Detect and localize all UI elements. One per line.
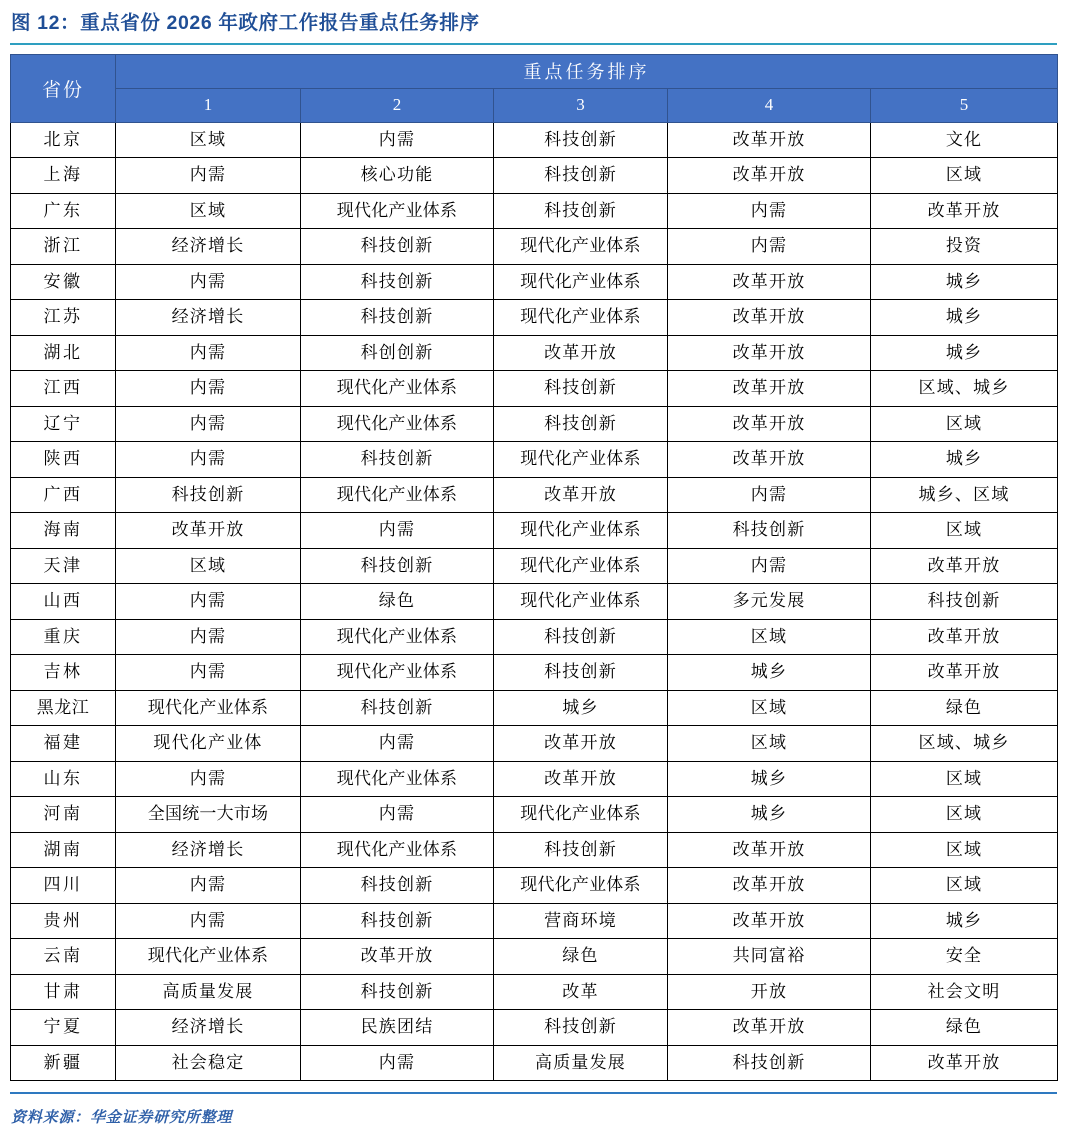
cell-task-1: 区域 (116, 122, 301, 158)
cell-province: 陕西 (11, 442, 116, 478)
table-row (11, 868, 1058, 904)
table-row (11, 513, 1058, 549)
cell-task-1: 区域 (116, 193, 301, 229)
cell-task-2: 现代化产业体系 (301, 619, 494, 655)
cell-task-2: 现代化产业体系 (301, 655, 494, 691)
table-row (11, 406, 1058, 442)
table-row (11, 229, 1058, 265)
cell-task-2: 改革开放 (301, 939, 494, 975)
priority-tasks-table (10, 54, 1058, 1082)
cell-task-5: 改革开放 (871, 193, 1058, 229)
cell-task-1: 科技创新 (116, 477, 301, 513)
cell-task-3: 科技创新 (494, 655, 668, 691)
cell-task-2: 现代化产业体系 (301, 193, 494, 229)
table-row (11, 264, 1058, 300)
cell-task-4: 改革开放 (668, 300, 871, 336)
cell-task-4: 内需 (668, 193, 871, 229)
cell-task-3: 改革开放 (494, 761, 668, 797)
cell-task-2: 科技创新 (301, 548, 494, 584)
cell-task-4: 城乡 (668, 655, 871, 691)
column-header-rank-2: 2 (301, 88, 494, 122)
cell-province: 湖北 (11, 335, 116, 371)
cell-task-5: 区域、城乡 (871, 371, 1058, 407)
cell-task-1: 内需 (116, 868, 301, 904)
table-row (11, 335, 1058, 371)
table-header (11, 54, 1058, 122)
cell-task-3: 改革开放 (494, 335, 668, 371)
cell-task-3: 营商环境 (494, 903, 668, 939)
table-row (11, 442, 1058, 478)
cell-task-3: 科技创新 (494, 832, 668, 868)
cell-task-4: 科技创新 (668, 1045, 871, 1081)
cell-task-2: 内需 (301, 1045, 494, 1081)
cell-task-4: 改革开放 (668, 442, 871, 478)
cell-province: 安徽 (11, 264, 116, 300)
table-row (11, 371, 1058, 407)
cell-province: 吉林 (11, 655, 116, 691)
cell-province: 北京 (11, 122, 116, 158)
cell-province: 宁夏 (11, 1010, 116, 1046)
cell-task-3: 现代化产业体系 (494, 442, 668, 478)
cell-task-2: 科创创新 (301, 335, 494, 371)
cell-task-1: 经济增长 (116, 832, 301, 868)
cell-task-3: 现代化产业体系 (494, 264, 668, 300)
cell-task-4: 区域 (668, 726, 871, 762)
cell-task-2: 现代化产业体系 (301, 477, 494, 513)
cell-province: 河南 (11, 797, 116, 833)
cell-province: 上海 (11, 158, 116, 194)
cell-province: 甘肃 (11, 974, 116, 1010)
cell-task-5: 区域 (871, 832, 1058, 868)
cell-task-1: 内需 (116, 584, 301, 620)
cell-task-3: 现代化产业体系 (494, 584, 668, 620)
cell-task-3: 改革开放 (494, 726, 668, 762)
cell-province: 山东 (11, 761, 116, 797)
source-note: 资料来源：华金证券研究所整理 (11, 1110, 233, 1126)
table-row (11, 193, 1058, 229)
column-header-rank-3: 3 (494, 88, 668, 122)
column-header-group: 重点任务排序 (116, 54, 1058, 88)
cell-task-5: 城乡 (871, 335, 1058, 371)
cell-task-5: 城乡 (871, 903, 1058, 939)
table-row (11, 122, 1058, 158)
cell-task-5: 区域、城乡 (871, 726, 1058, 762)
cell-task-5: 绿色 (871, 690, 1058, 726)
cell-province: 湖南 (11, 832, 116, 868)
cell-task-1: 经济增长 (116, 229, 301, 265)
cell-task-4: 内需 (668, 477, 871, 513)
cell-task-5: 安全 (871, 939, 1058, 975)
cell-task-2: 科技创新 (301, 690, 494, 726)
cell-province: 辽宁 (11, 406, 116, 442)
cell-task-2: 科技创新 (301, 229, 494, 265)
table-row (11, 300, 1058, 336)
cell-task-3: 现代化产业体系 (494, 300, 668, 336)
cell-task-2: 内需 (301, 797, 494, 833)
cell-task-4: 改革开放 (668, 868, 871, 904)
cell-task-1: 内需 (116, 619, 301, 655)
cell-task-2: 现代化产业体系 (301, 761, 494, 797)
cell-task-2: 科技创新 (301, 300, 494, 336)
cell-task-4: 开放 (668, 974, 871, 1010)
cell-task-3: 科技创新 (494, 158, 668, 194)
cell-task-1: 全国统一大市场 (116, 797, 301, 833)
cell-task-2: 现代化产业体系 (301, 406, 494, 442)
cell-task-3: 现代化产业体系 (494, 797, 668, 833)
table-row (11, 832, 1058, 868)
table-row (11, 619, 1058, 655)
cell-task-2: 科技创新 (301, 264, 494, 300)
table-row (11, 903, 1058, 939)
cell-task-4: 改革开放 (668, 1010, 871, 1046)
cell-task-2: 内需 (301, 726, 494, 762)
cell-task-1: 区域 (116, 548, 301, 584)
cell-task-5: 改革开放 (871, 548, 1058, 584)
cell-task-1: 内需 (116, 406, 301, 442)
cell-task-2: 民族团结 (301, 1010, 494, 1046)
cell-task-1: 内需 (116, 335, 301, 371)
cell-task-3: 科技创新 (494, 122, 668, 158)
cell-task-1: 现代化产业体系 (116, 939, 301, 975)
cell-task-5: 区域 (871, 797, 1058, 833)
cell-task-1: 内需 (116, 371, 301, 407)
cell-task-5: 区域 (871, 158, 1058, 194)
cell-task-1: 内需 (116, 442, 301, 478)
cell-task-5: 绿色 (871, 1010, 1058, 1046)
cell-task-1: 社会稳定 (116, 1045, 301, 1081)
cell-province: 浙江 (11, 229, 116, 265)
cell-task-5: 投资 (871, 229, 1058, 265)
cell-task-3: 科技创新 (494, 406, 668, 442)
cell-task-1: 内需 (116, 903, 301, 939)
cell-task-1: 内需 (116, 264, 301, 300)
cell-task-5: 城乡、区域 (871, 477, 1058, 513)
cell-province: 新疆 (11, 1045, 116, 1081)
cell-task-4: 内需 (668, 548, 871, 584)
header-row-group (11, 54, 1058, 88)
cell-task-3: 现代化产业体系 (494, 548, 668, 584)
cell-province: 山西 (11, 584, 116, 620)
cell-task-2: 内需 (301, 122, 494, 158)
cell-task-3: 高质量发展 (494, 1045, 668, 1081)
cell-task-2: 内需 (301, 513, 494, 549)
cell-task-5: 改革开放 (871, 655, 1058, 691)
cell-province: 天津 (11, 548, 116, 584)
cell-province: 贵州 (11, 903, 116, 939)
cell-task-3: 科技创新 (494, 371, 668, 407)
cell-task-4: 改革开放 (668, 903, 871, 939)
cell-task-3: 改革开放 (494, 477, 668, 513)
table-body (11, 122, 1058, 1081)
cell-task-2: 现代化产业体系 (301, 832, 494, 868)
cell-task-5: 城乡 (871, 442, 1058, 478)
table-row (11, 548, 1058, 584)
column-header-rank-1: 1 (116, 88, 301, 122)
column-header-province: 省份 (11, 54, 116, 122)
table-row (11, 726, 1058, 762)
cell-task-2: 绿色 (301, 584, 494, 620)
cell-task-3: 现代化产业体系 (494, 868, 668, 904)
cell-task-5: 城乡 (871, 264, 1058, 300)
cell-task-4: 改革开放 (668, 371, 871, 407)
cell-task-1: 内需 (116, 761, 301, 797)
cell-province: 云南 (11, 939, 116, 975)
cell-task-3: 绿色 (494, 939, 668, 975)
cell-task-4: 共同富裕 (668, 939, 871, 975)
figure-title: 图 12：重点省份 2026 年政府工作报告重点任务排序 (11, 12, 480, 34)
cell-task-4: 城乡 (668, 797, 871, 833)
cell-task-4: 内需 (668, 229, 871, 265)
table-row (11, 477, 1058, 513)
cell-task-3: 科技创新 (494, 193, 668, 229)
cell-task-2: 科技创新 (301, 974, 494, 1010)
cell-task-4: 科技创新 (668, 513, 871, 549)
cell-task-4: 改革开放 (668, 158, 871, 194)
cell-province: 重庆 (11, 619, 116, 655)
cell-task-1: 内需 (116, 655, 301, 691)
table-row (11, 761, 1058, 797)
cell-province: 广东 (11, 193, 116, 229)
cell-task-4: 改革开放 (668, 335, 871, 371)
cell-task-3: 现代化产业体系 (494, 513, 668, 549)
cell-task-2: 科技创新 (301, 903, 494, 939)
cell-task-4: 多元发展 (668, 584, 871, 620)
cell-province: 福建 (11, 726, 116, 762)
table-row (11, 1045, 1058, 1081)
cell-task-5: 区域 (871, 513, 1058, 549)
cell-task-1: 高质量发展 (116, 974, 301, 1010)
cell-task-2: 科技创新 (301, 442, 494, 478)
cell-task-1: 经济增长 (116, 300, 301, 336)
cell-task-4: 改革开放 (668, 406, 871, 442)
cell-task-4: 区域 (668, 619, 871, 655)
title-divider (10, 43, 1057, 45)
table-row (11, 584, 1058, 620)
cell-province: 广西 (11, 477, 116, 513)
table-row (11, 797, 1058, 833)
cell-task-1: 经济增长 (116, 1010, 301, 1046)
table-row (11, 690, 1058, 726)
cell-task-4: 改革开放 (668, 832, 871, 868)
cell-task-5: 改革开放 (871, 619, 1058, 655)
cell-task-4: 城乡 (668, 761, 871, 797)
column-header-rank-5: 5 (871, 88, 1058, 122)
cell-task-4: 区域 (668, 690, 871, 726)
header-row-ranks (11, 88, 1058, 122)
cell-task-3: 改革 (494, 974, 668, 1010)
column-header-rank-4: 4 (668, 88, 871, 122)
cell-province: 江西 (11, 371, 116, 407)
cell-task-3: 城乡 (494, 690, 668, 726)
cell-task-5: 区域 (871, 868, 1058, 904)
cell-task-2: 科技创新 (301, 868, 494, 904)
cell-province: 四川 (11, 868, 116, 904)
cell-province: 海南 (11, 513, 116, 549)
table-row (11, 1010, 1058, 1046)
cell-province: 黑龙江 (11, 690, 116, 726)
cell-task-5: 科技创新 (871, 584, 1058, 620)
cell-task-5: 改革开放 (871, 1045, 1058, 1081)
cell-task-5: 区域 (871, 761, 1058, 797)
table-row (11, 158, 1058, 194)
cell-province: 江苏 (11, 300, 116, 336)
cell-task-1: 改革开放 (116, 513, 301, 549)
cell-task-5: 文化 (871, 122, 1058, 158)
cell-task-4: 改革开放 (668, 122, 871, 158)
cell-task-5: 城乡 (871, 300, 1058, 336)
cell-task-2: 现代化产业体系 (301, 371, 494, 407)
table-row (11, 974, 1058, 1010)
cell-task-1: 现代化产业体 (116, 726, 301, 762)
table-row (11, 655, 1058, 691)
cell-task-5: 区域 (871, 406, 1058, 442)
cell-task-3: 科技创新 (494, 1010, 668, 1046)
cell-task-5: 社会文明 (871, 974, 1058, 1010)
cell-task-1: 内需 (116, 158, 301, 194)
cell-task-3: 现代化产业体系 (494, 229, 668, 265)
cell-task-2: 核心功能 (301, 158, 494, 194)
cell-task-4: 改革开放 (668, 264, 871, 300)
cell-task-3: 科技创新 (494, 619, 668, 655)
cell-task-1: 现代化产业体系 (116, 690, 301, 726)
table-row (11, 939, 1058, 975)
